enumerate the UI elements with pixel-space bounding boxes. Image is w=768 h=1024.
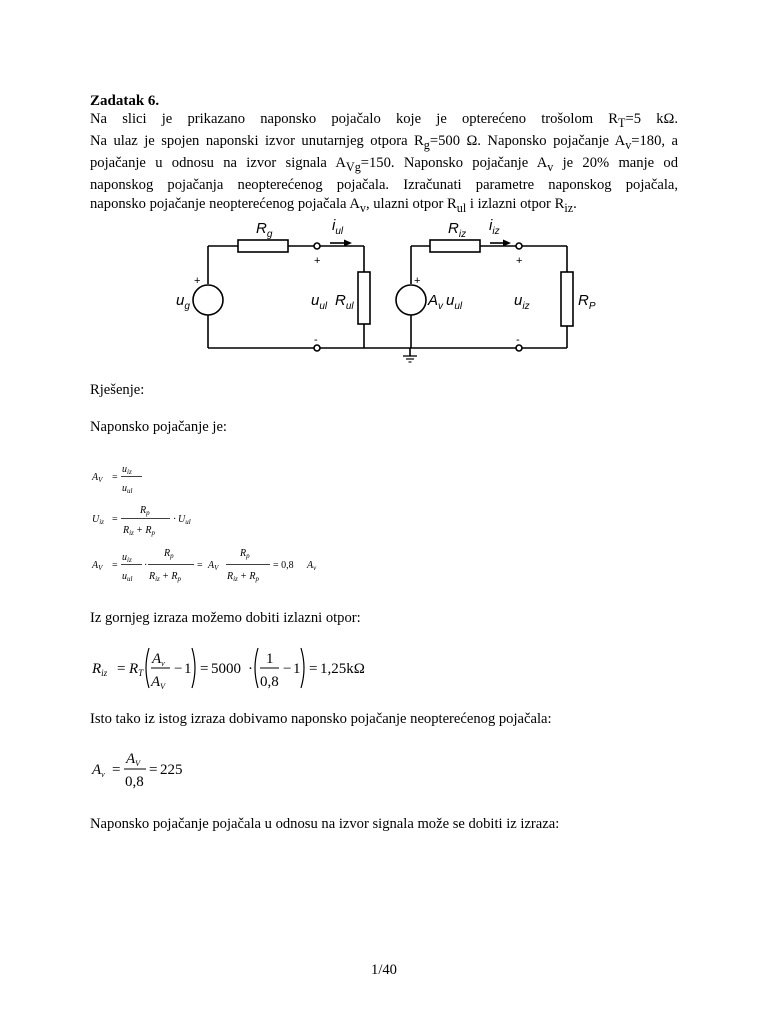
plus-uul: + [314,255,321,267]
label-iiz: $i_{iz}$ [489,217,500,237]
minus-uiz: - [516,334,520,346]
label-rul: $R_{ul}$ [335,292,354,312]
problem-line-5: naponsko pojačanje neopterećenog pojačala $A_v$, ulazni otpor $R_{ul}$ i izlazni otpor $R_{iz}$. [90,195,577,215]
svg-text:Riz+Rp: $R_{iz} + R_p$ [149,571,182,583]
svg-text:=: = [112,762,121,778]
svg-text:−: − [283,661,292,677]
page-number: 1/40 [371,962,397,978]
dependent-source [396,285,426,315]
circuit-diagram [160,210,600,370]
svg-text:Rp: $R_p$ [164,548,174,560]
label-uiz: $u_{iz}$ [514,292,530,312]
resistor-rul [358,272,370,324]
minus-uul: - [314,334,318,346]
svg-text:RT: $R_T$ [129,661,144,678]
svg-text:AV: $A_V$ [92,472,103,484]
problem-line-2: Na ulaz je spojen naponski izvor unutarnjeg otpora $R_g=500$ Ω. Naponsko pojačanje $A_v=180$, a [90,133,678,153]
output-resistance-text: Iz gornjeg izraza možemo dobiti izlazni otpor: [90,610,361,626]
plus-uiz: + [516,255,523,267]
svg-text:Av: $A_v$ [307,560,317,572]
resistor-riz [430,240,480,252]
solution-label: Rješenje: [90,382,145,398]
svg-text:5000: 5000 [211,661,241,677]
svg-text:=: = [149,762,158,778]
svg-text:AV: $A_V$ [126,751,141,768]
equation-block-1 [88,458,348,598]
svg-text:uiz: $u_{iz}$ [122,552,132,564]
label-rp: $R_P$ [578,292,596,312]
problem-line-3: pojačanje u odnosu na izvor signala $A_{Vg}=150$. Naponsko pojačanje $A_v$ je 20% manje od [90,155,678,175]
source-ug [193,285,223,315]
equation-riz [88,640,408,696]
svg-text:Rp: $R_p$ [140,505,150,517]
label-rg: $R_g$ [256,220,273,240]
svg-text:Av: $A_v$ [152,651,165,668]
gain-label: Naponsko pojačanje je: [90,419,227,435]
resistor-rp [561,272,573,326]
resistor-rg [238,240,288,252]
plus-ug: + [194,275,201,287]
svg-text:1: 1 [184,661,192,677]
svg-text:AV: $A_V$ [208,560,219,572]
label-uul: $u_{ul}$ [311,292,328,312]
problem-statement [90,110,678,217]
plus-av: + [414,275,421,287]
svg-text:=: = [197,560,203,571]
svg-text:=: = [112,472,118,483]
svg-text:uul: $u_{ul}$ [122,571,133,583]
problem-line-1: Na slici je prikazano naponsko pojačalo koje je opterećeno trošolom $R_T=5$ kΩ. [90,111,678,130]
task-title: Zadatak 6. [90,93,160,109]
svg-text:=: = [200,661,209,677]
svg-text:AV: $A_V$ [92,560,103,572]
svg-text:=: = [117,661,126,677]
label-iul: $i_{ul}$ [332,217,344,237]
svg-text:1,25kΩ: 1,25kΩ [320,661,365,677]
svg-text:1: 1 [266,651,274,667]
svg-text:Riz+Rp: $R_{iz} + R_p$ [123,525,156,537]
svg-text:Uiz: $U_{iz}$ [92,514,104,526]
svg-text:Riz: $R_{iz}$ [92,661,108,678]
svg-text:=: = [309,661,318,677]
svg-text:1: 1 [293,661,301,677]
svg-text:=: = [112,560,118,571]
svg-text:0,8: 0,8 [125,774,144,790]
svg-text:·: · [173,514,177,525]
svg-text:Uul: $U_{ul}$ [178,514,191,526]
label-riz: $R_{iz}$ [448,220,467,240]
svg-text:·: · [248,661,253,677]
label-ug: $u_g$ [176,292,190,312]
problem-line-4: naponskog pojačanja neopterećenog pojačala. Izračunati parametre naponskog pojačala, [90,177,678,194]
svg-text:Av: $A_v$ [92,762,105,779]
svg-text:0,8: 0,8 [260,674,279,690]
svg-text:−: − [174,661,183,677]
label-av-uul: $A_v$ $u_{ul}$ [428,292,463,312]
svg-text:Rp: $R_p$ [240,548,250,560]
unloaded-gain-text: Isto tako iz istog izraza dobivamo naponsko pojačanje neopterećenog pojačala: [90,711,552,727]
svg-text:·: · [144,560,148,571]
svg-text:AV: $A_V$ [151,674,166,691]
source-gain-text: Naponsko pojačanje pojačala u odnosu na izvor signala može se dobiti iz izraza: [90,816,560,832]
equation-av-unloaded [88,744,248,796]
svg-text:Riz+Rp: $R_{iz} + R_p$ [227,571,260,583]
svg-text:uul: $u_{ul}$ [122,483,133,495]
svg-text:225: 225 [160,762,183,778]
svg-text:= 0,8: = 0,8 [273,560,294,571]
svg-text:uiz: $u_{iz}$ [122,464,132,476]
svg-text:=: = [112,514,118,525]
